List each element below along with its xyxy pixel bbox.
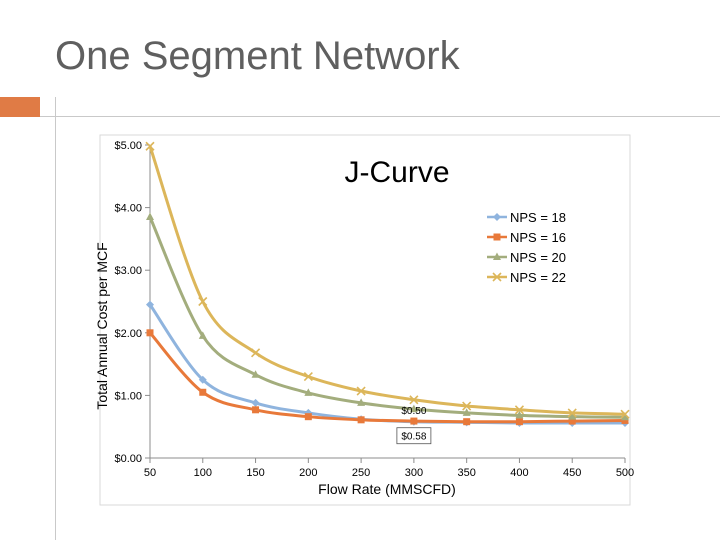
y-tick-label: $4.00 (114, 202, 142, 215)
data-point (463, 418, 470, 425)
x-tick-label: 250 (351, 467, 371, 479)
data-point (494, 234, 501, 241)
y-axis-label: Total Annual Cost per MCF (94, 242, 110, 410)
x-tick-label: 150 (246, 467, 265, 479)
x-tick-label: 450 (563, 467, 582, 479)
data-point (199, 389, 206, 396)
data-point (410, 418, 417, 425)
y-tick-label: $0.00 (114, 453, 142, 465)
data-point (252, 406, 259, 413)
x-tick-label: 350 (457, 467, 476, 479)
legend-label: NPS = 22 (510, 270, 567, 285)
legend-label: NPS = 20 (510, 250, 567, 265)
y-tick-label: $3.00 (114, 265, 142, 278)
data-point (147, 329, 154, 336)
y-tick-label: $2.00 (114, 327, 142, 340)
y-tick-label: $1.00 (114, 390, 142, 403)
x-tick-label: 400 (510, 467, 529, 479)
data-point (516, 418, 523, 425)
x-tick-label: 300 (404, 467, 424, 479)
slide-title: One Segment Network (55, 34, 460, 78)
data-point (305, 413, 312, 420)
y-tick-label: $5.00 (114, 140, 142, 152)
data-annotation: $0.58 (401, 431, 427, 443)
x-tick-label: 200 (299, 467, 318, 479)
legend-label: NPS = 18 (510, 210, 567, 225)
x-tick-label: 100 (193, 467, 212, 479)
legend-label: NPS = 16 (510, 230, 567, 245)
data-annotation: $0.50 (401, 406, 427, 418)
plot-area-frame (100, 135, 630, 505)
x-tick-label: 50 (143, 467, 157, 479)
x-axis-label: Flow Rate (MMSCFD) (318, 481, 456, 497)
data-point (358, 416, 365, 423)
chart-title: J-Curve (344, 156, 450, 189)
x-tick-label: 500 (615, 467, 635, 479)
